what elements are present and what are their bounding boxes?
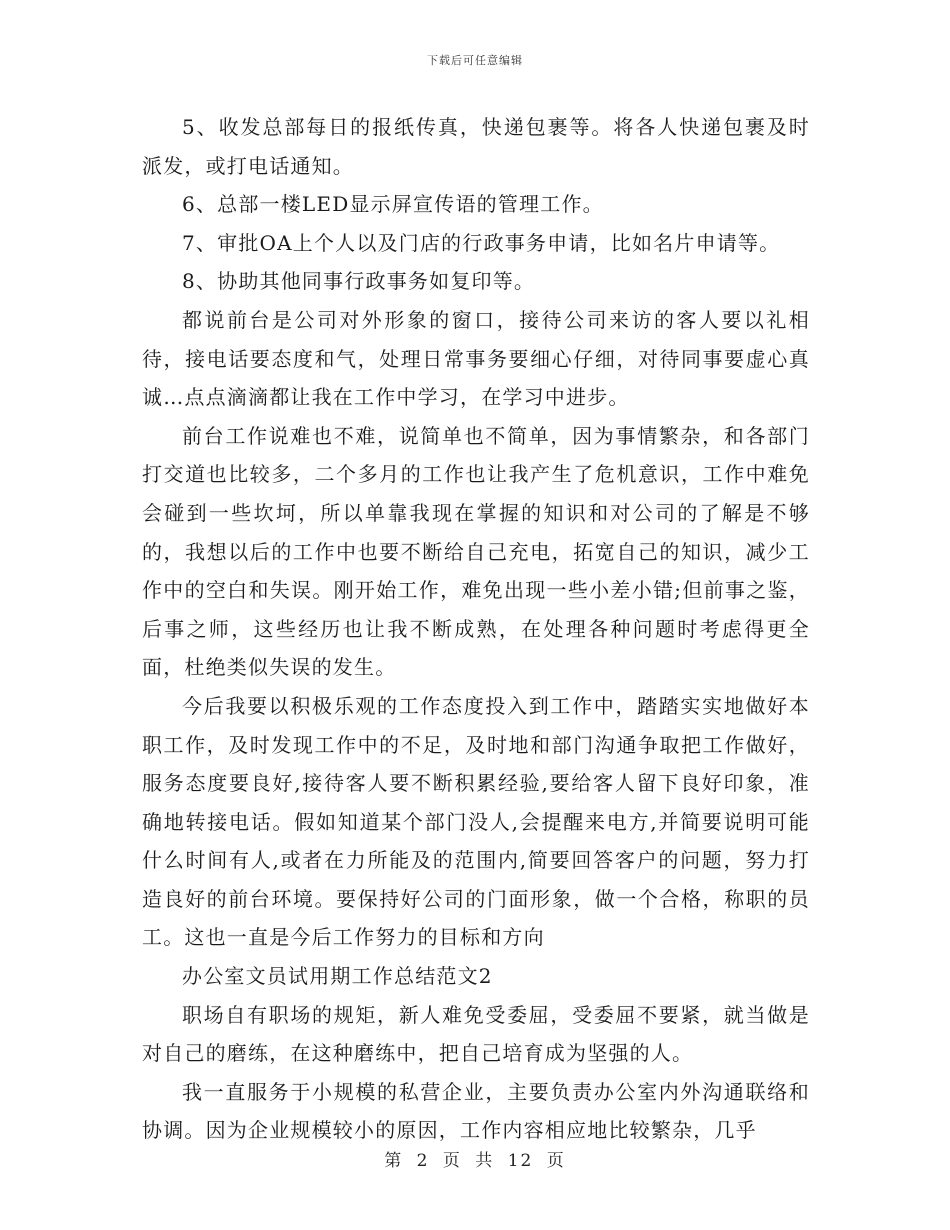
page-header-note: 下载后可任意编辑 <box>427 54 523 67</box>
page-number: 第 2 页 共 12 页 <box>384 1151 566 1171</box>
paragraph-item-6: 6、总部一楼LED显示屏宣传语的管理工作。 <box>182 192 604 217</box>
paragraph-workplace-rules: 职场自有职场的规矩，新人难免受委屈，受委屈不要紧，就当做是对自己的磨练，在这种磨练中，把自己培育成为坚强的人。 <box>142 1002 810 1066</box>
paragraph-front-desk-window: 都说前台是公司对外形象的窗口，接待公司来访的客人要以礼相待，接电话要态度和气，处理日常事务要细心仔细，对待同事要虚心真诚…点点滴滴都让我在工作中学习，在学习中进步。 <box>142 307 810 410</box>
section-heading: 办公室文员试用期工作总结范文2 <box>182 964 493 989</box>
document-body <box>142 108 810 1150</box>
paragraph-item-5: 5、收发总部每日的报纸传真，快递包裹等。将各人快递包裹及时派发，或打电话通知。 <box>142 115 810 178</box>
paragraph-front-desk-work: 前台工作说难也不难，说简单也不简单，因为事情繁杂，和各部门打交道也比较多，二个多月的工作也让我产生了危机意识，工作中难免会碰到一些坎坷，所以单靠我现在掌握的知识和对公司的了解是不够的，我想以后的工作中也要不断给自己充电，拓宽自己的知识，减少工作中的空白和失误。刚开始工作，难免出现一些小差小错;但前事之鉴，后事之师，这些经历也让我不断成熟，在处理各种问题时考虑得更全面，杜绝类似失误的发生。 <box>142 423 810 680</box>
paragraph-item-8: 8、协助其他同事行政事务如复印等。 <box>182 269 536 294</box>
paragraph-item-7: 7、审批OA上个人以及门店的行政事务申请，比如名片申请等。 <box>182 230 781 255</box>
paragraph-private-enterprise: 我一直服务于小规模的私营企业，主要负责办公室内外沟通联络和协调。因为企业规模较小的原因，工作内容相应地比较繁杂，几乎 <box>142 1079 810 1143</box>
paragraph-future-plan: 今后我要以积极乐观的工作态度投入到工作中，踏踏实实地做好本职工作，及时发现工作中的不足，及时地和部门沟通争取把工作做好，服务态度要良好,接待客人要不断积累经验,要给客人留下良好印象，准确地转接电话。假如知道某个部门没人,会提醒来电方,并简要说明可能什么时间有人,或者在力所能及的范围内,简要回答客户的问题，努力打造良好的前台环境。要保持好公司的门面形象，做一个合格，称职的员工。这也一直是今后工作努力的目标和方向 <box>142 693 810 950</box>
